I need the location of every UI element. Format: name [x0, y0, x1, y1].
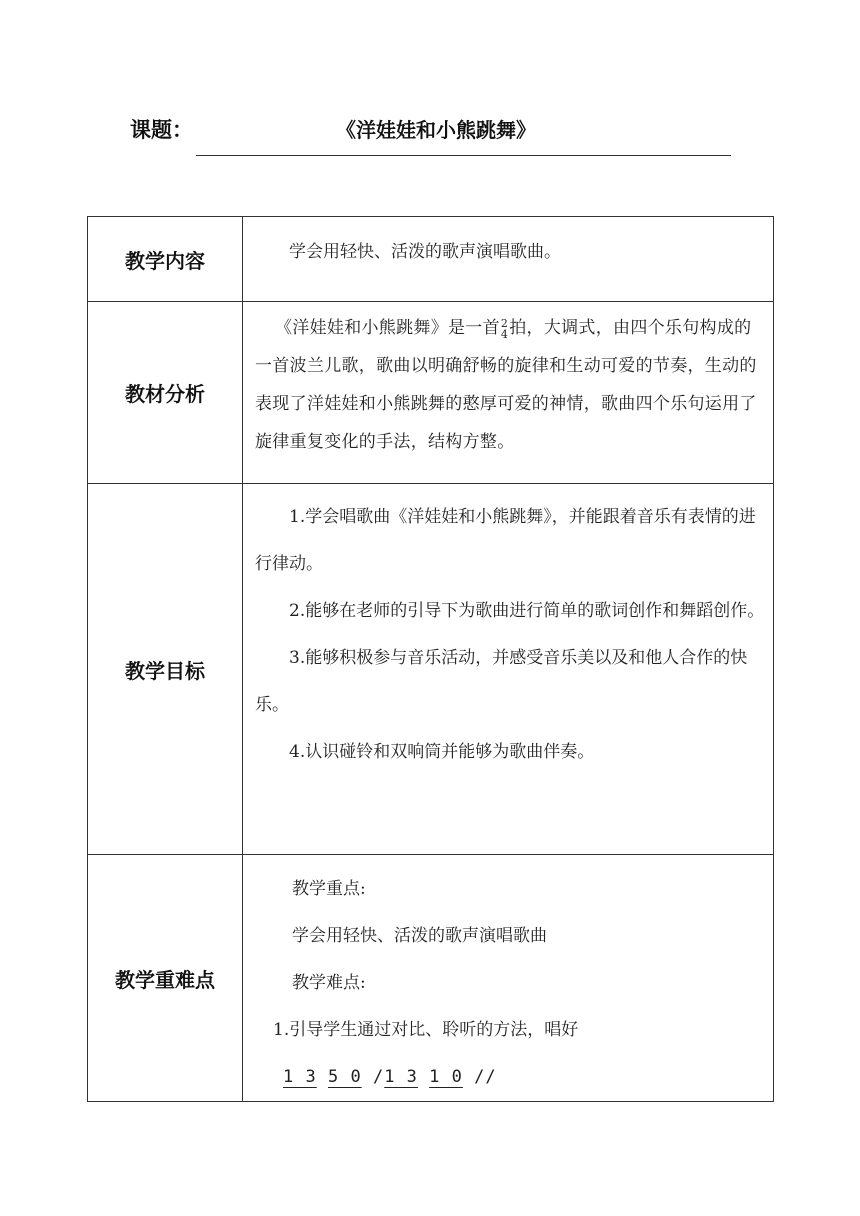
table-row-analysis [88, 302, 774, 484]
music-notation [255, 1054, 767, 1101]
notation-group: 5 0 [327, 1067, 362, 1087]
content-text: 学会用轻快、活泼的歌声演唱歌曲。 [289, 242, 561, 262]
difficulty-heading: 教学难点: [292, 973, 366, 993]
notation-separator: // [474, 1067, 497, 1087]
row-label-content: 教学内容 [88, 217, 243, 302]
analysis-text-after: 拍，大调式，由四个乐句构成的一首波兰儿歌，歌曲以明确舒畅的旋律和生动可爱的节奏，生动的表现了洋娃娃和小熊跳舞的憨厚可爱的神情，歌曲四个乐句运用了旋律重复变化的手法，结构方整。 [255, 318, 757, 452]
topic-title: 《洋娃娃和小熊跳舞》 [336, 118, 536, 142]
meter-top: 2 [500, 316, 509, 330]
topic-underline [196, 155, 731, 156]
row-body-key-points [243, 855, 774, 1102]
key-points-body [243, 855, 773, 1101]
lesson-plan-table [87, 216, 774, 1102]
table-row-content [88, 217, 774, 302]
difficulty-item: 1.引导学生通过对比、聆听的方法，唱好 [273, 1020, 579, 1040]
objective-item: 3.能够积极参与音乐活动，并感受音乐美以及和他人合作的快乐。 [255, 648, 748, 715]
topic-label: 课题： [130, 118, 193, 142]
key-point-text: 学会用轻快、活泼的歌声演唱歌曲 [292, 926, 547, 946]
analysis-text-before: 《洋娃娃和小熊跳舞》是一首 [275, 318, 500, 338]
row-body-content [243, 217, 774, 302]
notation-group: 1 0 [429, 1067, 463, 1087]
meter-bottom: 4 [500, 327, 509, 341]
row-body-analysis [243, 302, 774, 484]
notation-group: 1 3 [384, 1067, 418, 1087]
row-label-analysis: 教材分析 [88, 302, 243, 484]
row-body-objectives [243, 484, 774, 855]
notation-group: 1 3 [283, 1067, 317, 1087]
key-point-heading: 教学重点: [292, 879, 366, 899]
notation-separator: / [372, 1067, 385, 1087]
time-signature [501, 318, 508, 340]
objective-item: 1.学会唱歌曲《洋娃娃和小熊跳舞》，并能跟着音乐有表情的进行律动。 [255, 507, 756, 574]
analysis-text [243, 302, 773, 461]
row-label-key-points: 教学重难点 [88, 855, 243, 1102]
objective-item: 2.能够在老师的引导下为歌曲进行简单的歌词创作和舞蹈创作。 [289, 601, 765, 621]
table-row-key-points [88, 855, 774, 1102]
objectives-list [243, 484, 773, 776]
objective-item: 4.认识碰铃和双响筒并能够为歌曲伴奏。 [289, 742, 595, 762]
table-row-objectives [88, 484, 774, 855]
row-label-objectives: 教学目标 [88, 484, 243, 855]
